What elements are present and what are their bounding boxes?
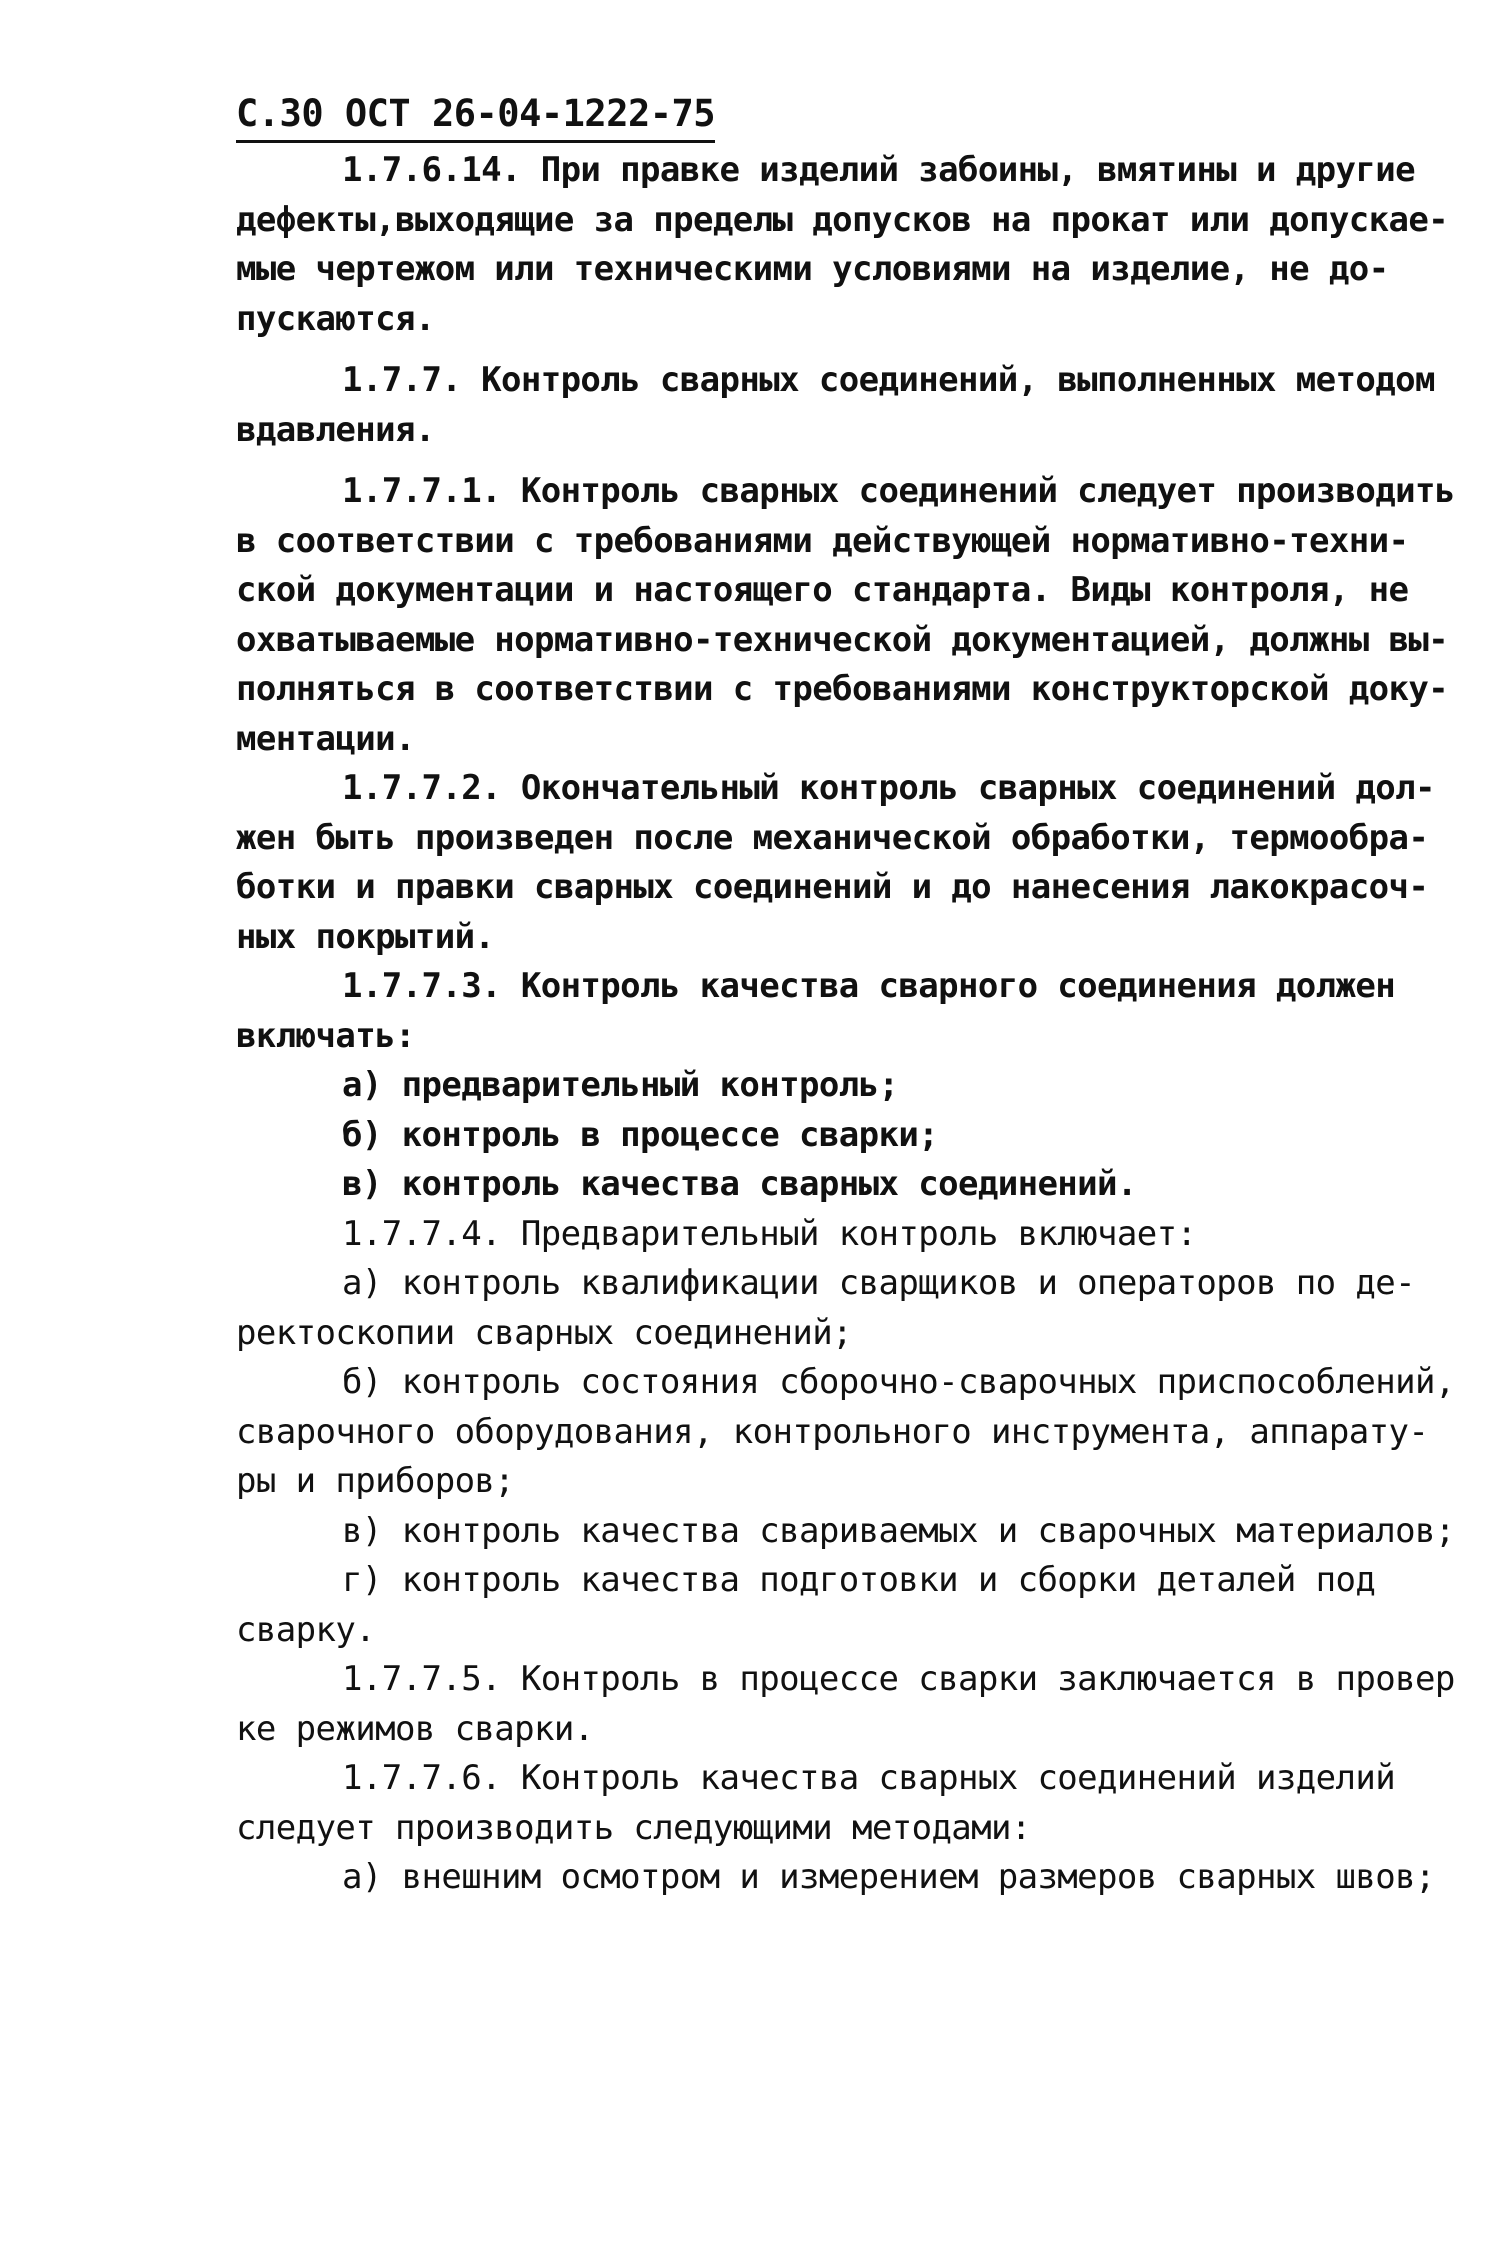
text-line: жен быть произведен после механической обработки, термообра-: [236, 817, 1429, 858]
text-line: 1.7.7.6. Контроль качества сварных соединений изделий: [342, 1758, 1396, 1798]
text-line: 1.7.7. Контроль сварных соединений, выполненных методом: [342, 360, 1435, 400]
text-line: а) контроль квалификации сварщиков и операторов по де-: [342, 1263, 1415, 1303]
text-line: сварку.: [236, 1609, 376, 1650]
text-line: 1.7.7.2. Окончательный контроль сварных соединений дол-: [342, 768, 1435, 808]
text-line: 1.7.7.3. Контроль качества сварного соединения должен: [342, 966, 1396, 1006]
text-line: б) контроль состояния сборочно-сварочных приспособлений,: [342, 1362, 1455, 1402]
text-line: сварочного оборудования, контрольного инструмента, аппарату-: [236, 1411, 1429, 1452]
text-line: а) внешним осмотром и измерением размеров сварных швов;: [342, 1857, 1435, 1897]
text-line: 1.7.7.4. Предварительный контроль включает:: [342, 1213, 1197, 1254]
text-line: пускаются.: [236, 298, 435, 339]
page-header: С.30 ОСТ 26-04-1222-75: [236, 92, 715, 143]
text-line: мые чертежом или техническими условиями на изделие, не до-: [236, 249, 1389, 289]
text-line: ботки и правки сварных соединений и до нанесения лакокрасоч-: [236, 867, 1429, 907]
text-line: дефекты,выходящие за пределы допусков на прокат или допускае-: [236, 199, 1449, 240]
paragraph-gap: [236, 344, 1486, 356]
text-line: ментации.: [236, 718, 415, 759]
text-line: 1.7.6.14. При правке изделий забоины, вмятины и другие: [342, 150, 1415, 190]
paragraph-gap: [236, 455, 1486, 467]
text-line: вдавления.: [236, 409, 435, 450]
text-line: 1.7.7.5. Контроль в процессе сварки заключается в провер: [342, 1659, 1455, 1699]
text-line: ры и приборов;: [236, 1461, 515, 1501]
text-line: ректоскопии сварных соединений;: [236, 1312, 852, 1353]
text-line: в) контроль качества свариваемых и сварочных материалов;: [342, 1510, 1455, 1551]
text-line: в соответствии с требованиями действующей нормативно-техни-: [236, 520, 1409, 561]
text-line: полняться в соответствии с требованиями конструкторской доку-: [236, 669, 1449, 709]
text-line: 1.7.7.1. Контроль сварных соединений следует производить: [342, 471, 1455, 511]
text-line: б) контроль в процессе сварки;: [342, 1114, 939, 1155]
document-body: [236, 146, 1486, 1903]
text-line: охватываемые нормативно-технической документацией, должны вы-: [236, 619, 1449, 660]
text-line: ке режимов сварки.: [236, 1708, 594, 1749]
text-line: в) контроль качества сварных соединений.: [342, 1164, 1137, 1204]
text-line: ных покрытий.: [236, 916, 495, 957]
text-line: включать:: [236, 1015, 415, 1056]
text-line: ской документации и настоящего стандарта. Виды контроля, не: [236, 570, 1409, 610]
text-line: г) контроль качества подготовки и сборки деталей под: [342, 1560, 1376, 1600]
text-line: следует производить следующими методами:: [236, 1807, 1031, 1848]
text-line: а) предварительный контроль;: [342, 1065, 899, 1105]
